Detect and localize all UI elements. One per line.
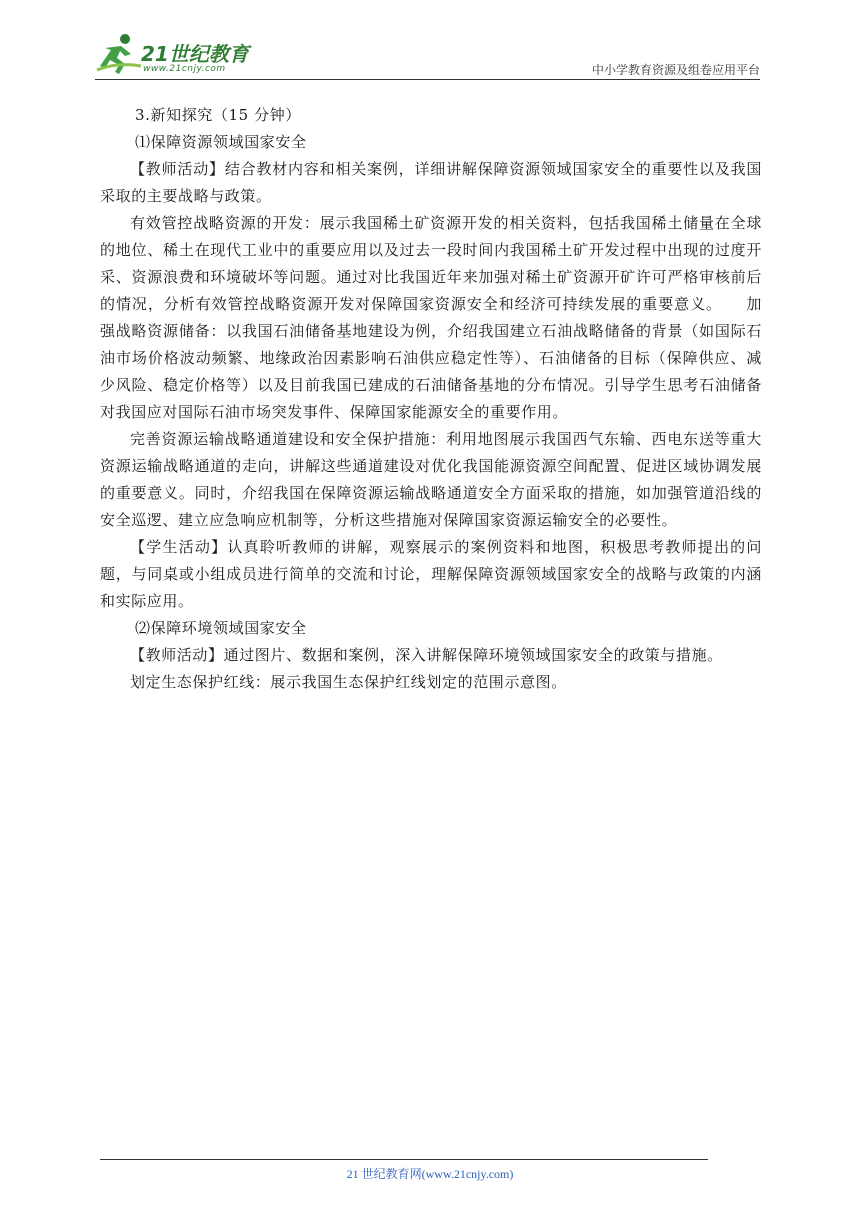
logo-url: www.21cnjy.com [143,64,226,74]
paragraph-transport-channels: 完善资源运输战略通道建设和安全保护措施：利用地图展示我国西气东输、西电东送等重大资源运输战略通道的走向，讲解这些通道建设对优化我国能源资源空间配置、促进区域协调发展的重要意义。同时，介绍我国在保障资源运输战略通道安全方面采取的措施，如加强管道沿线的安全巡逻、建立应急响应机制等，分析这些措施对保障国家资源运输安全的必要性。 [100,430,762,529]
subsection-heading-2: ⑵保障环境领域国家安全 [135,619,307,637]
paragraph-resource-control: 有效管控战略资源的开发：展示我国稀土矿资源开发的相关资料，包括我国稀土储量在全球的地位、稀土在现代工业中的重要应用以及过去一段时间内我国稀土矿开发过程中出现的过度开采、资源浪费和环境破坏等问题。通过对比我国近年来加强对稀土矿资源开矿许可严格审核前后的情况，分析有效管控战略资源开发对保障国家资源安全和经济可持续发展的重要意义。 加强战略资源储备：以我国石油储备基地建设为例，介绍我国建立石油战略储备的背景（如国际石油市场价格波动频繁、地缘政治因素影响石油供应稳定性等）、石油储备的目标（保障供应、减少风险、稳定价格等）以及目前我国已建成的石油储备基地的分布情况。引导学生思考石油储备对我国应对国际石油市场突发事件、保障国家能源安全的重要作用。 [100,214,762,421]
page-footer: 21 世纪教育网(www.21cnjy.com) [346,1167,514,1181]
platform-title: 中小学教育资源及组卷应用平台 [591,63,760,77]
header-divider [95,79,760,80]
document-body [100,102,762,696]
subsection-heading-1: ⑴保障资源领域国家安全 [135,133,307,151]
paragraph-student-activity: 【学生活动】认真聆听教师的讲解，观察展示的案例资料和地图，积极思考教师提出的问题，与同桌或小组成员进行简单的交流和讨论，理解保障资源领域国家安全的战略与政策的内涵和实际应用。 [100,538,762,610]
page-header [95,28,760,80]
footer-divider [100,1159,708,1160]
runner-logo-icon [95,32,143,76]
section-heading: 3.新知探究（15 分钟） [135,106,301,124]
site-logo [95,32,265,78]
paragraph-ecological-redline: 划定生态保护红线：展示我国生态保护红线划定的范围示意图。 [130,673,567,691]
paragraph-teacher-activity-1: 【教师活动】结合教材内容和相关案例，详细讲解保障资源领域国家安全的重要性以及我国采取的主要战略与政策。 [100,160,762,205]
logo-text: 21世纪教育 [141,42,249,66]
paragraph-teacher-activity-2: 【教师活动】通过图片、数据和案例，深入讲解保障环境领域国家安全的政策与措施。 [130,646,723,664]
